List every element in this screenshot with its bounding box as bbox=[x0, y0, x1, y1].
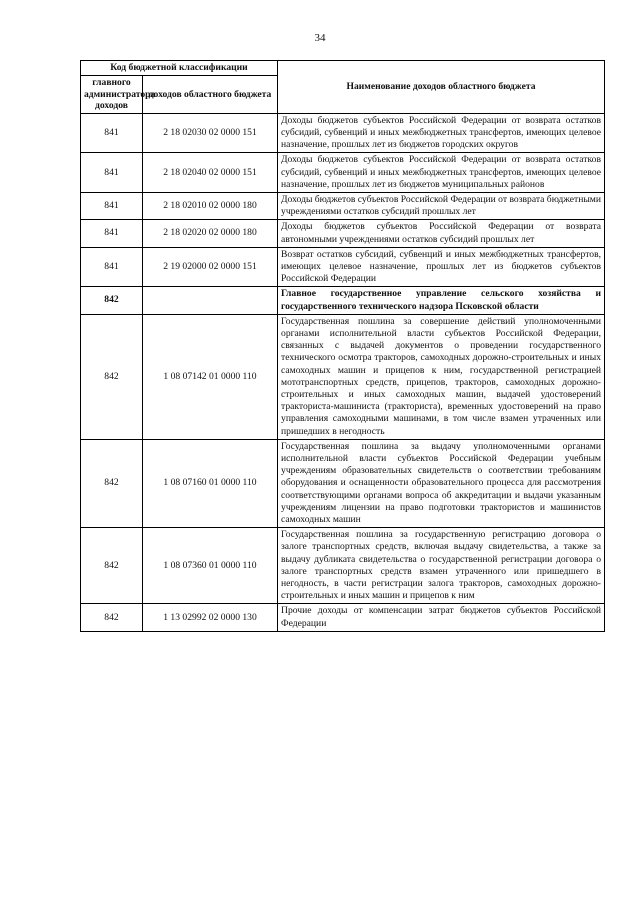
admin-code-cell: 841 bbox=[81, 153, 143, 193]
admin-code-cell: 842 bbox=[81, 604, 143, 631]
revenue-name-cell: Доходы бюджетов субъектов Российской Федерации от возврата остатков субсидий, субвенций и иных межбюджетных трансфертов, имеющих целевое назначение, прошлых лет из бюджетов городских округов bbox=[278, 113, 605, 153]
table-row bbox=[81, 604, 605, 631]
table-row bbox=[81, 153, 605, 193]
revenue-code-cell: 2 18 02010 02 0000 180 bbox=[143, 192, 278, 219]
revenue-name-cell: Прочие доходы от компенсации затрат бюджетов субъектов Российской Федерации bbox=[278, 604, 605, 631]
revenue-name-cell: Доходы бюджетов субъектов Российской Федерации от возврата бюджетными учреждениями остатков субсидий прошлых лет bbox=[278, 192, 605, 219]
table-row bbox=[81, 247, 605, 287]
table-row bbox=[81, 113, 605, 153]
admin-code-cell: 842 bbox=[81, 528, 143, 604]
header-revenue-name: Наименование доходов областного бюджета bbox=[278, 61, 605, 114]
admin-code-cell: 841 bbox=[81, 113, 143, 153]
table-row bbox=[81, 528, 605, 604]
admin-code-cell: 842 bbox=[81, 287, 143, 314]
revenue-code-cell: 2 18 02020 02 0000 180 bbox=[143, 220, 278, 247]
admin-code-cell: 842 bbox=[81, 314, 143, 439]
revenue-code-cell: 1 08 07160 01 0000 110 bbox=[143, 439, 278, 527]
revenue-name-cell: Государственная пошлина за государственную регистрацию договора о залоге транспортных средств, включая выдачу свидетельства, а также за выдачу дубликата свидетельства о государственной регистрации договора о залоге транспортных средств взамен утраченного или пришедшего в негодность, в части регистрации залога тракторов, самоходных дорожно-строительных и иных машин и прицепов к ним bbox=[278, 528, 605, 604]
page-number: 34 bbox=[314, 32, 326, 44]
revenue-code-cell: 1 13 02992 02 0000 130 bbox=[143, 604, 278, 631]
revenue-name-cell: Доходы бюджетов субъектов Российской Федерации от возврата автономными учреждениями остатков субсидий прошлых лет bbox=[278, 220, 605, 247]
revenue-code-cell: 2 18 02040 02 0000 151 bbox=[143, 153, 278, 193]
revenue-code-cell: 2 18 02030 02 0000 151 bbox=[143, 113, 278, 153]
table-row bbox=[81, 192, 605, 219]
header-admin: главного администратора доходов bbox=[81, 76, 143, 114]
revenue-code-cell: 1 08 07142 01 0000 110 bbox=[143, 314, 278, 439]
admin-code-cell: 841 bbox=[81, 192, 143, 219]
revenue-name-cell: Главное государственное управление сельского хозяйства и государственного технического надзора Псковской области bbox=[278, 287, 605, 314]
admin-code-cell: 841 bbox=[81, 220, 143, 247]
revenue-code-cell: 2 19 02000 02 0000 151 bbox=[143, 247, 278, 287]
revenue-code-cell bbox=[143, 287, 278, 314]
revenue-name-cell: Доходы бюджетов субъектов Российской Федерации от возврата остатков субсидий, субвенций и иных межбюджетных трансфертов, имеющих целевое назначение, прошлых лет из бюджетов муниципальных районов bbox=[278, 153, 605, 193]
table-row bbox=[81, 287, 605, 314]
admin-code-cell: 841 bbox=[81, 247, 143, 287]
table-row bbox=[81, 220, 605, 247]
table-row bbox=[81, 314, 605, 439]
admin-code-cell: 842 bbox=[81, 439, 143, 527]
revenue-name-cell: Государственная пошлина за совершение действий уполномоченными органами исполнительной власти субъектов Российской Федерации, связанных с выдачей документов о проведении государственного технического осмотра тракторов, самоходных дорожно-строительных и иных самоходных машин и прицепов к ним, государственной регистрацией мототранспортных средств, прицепов, тракторов, самоходных дорожно-строительных и иных самоходных машин, выдачей удостоверений тракториста-машиниста (тракториста), временных удостоверений на право управления самоходными машинами, в том числе взамен утраченных или пришедших в негодность bbox=[278, 314, 605, 439]
table-row bbox=[81, 439, 605, 527]
header-classification-code: Код бюджетной классификации bbox=[81, 61, 278, 76]
revenue-code-cell: 1 08 07360 01 0000 110 bbox=[143, 528, 278, 604]
revenue-name-cell: Возврат остатков субсидий, субвенций и иных межбюджетных трансфертов, имеющих целевое назначение, прошлых лет из бюджетов субъектов Российской Федерации bbox=[278, 247, 605, 287]
revenue-name-cell: Государственная пошлина за выдачу уполномоченными органами исполнительной власти субъектов Российской Федерации учебным учреждениям образовательных свидетельств о соответствии требованиям оборудования и оснащенности образовательного процесса для рассмотрения соответствующими органами вопроса об аккредитации и выдачи указанным учреждениям лицензии на право подготовки трактористов и машинистов самоходных машин bbox=[278, 439, 605, 527]
header-regional-budget-revenue: доходов областного бюджета bbox=[143, 76, 278, 114]
budget-classification-table bbox=[80, 60, 605, 632]
